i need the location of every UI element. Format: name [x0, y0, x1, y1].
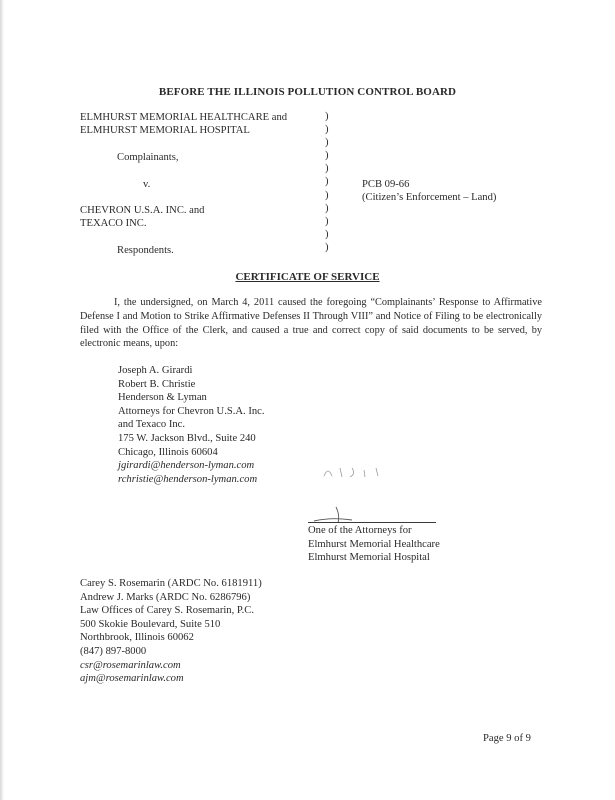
service-line: Joseph A. Girardi [118, 365, 193, 376]
service-line: 175 W. Jackson Blvd., Suite 240 [118, 432, 256, 444]
certificate-body: I, the undersigned, on March 4, 2011 caused the foregoing “Complainants’ Response to Affirmative Defense I and Motion to Strike Affirmative Defenses II Through VIII” and Notice of Filing to be electronically filed with the Office of the Clerk, and caused a true and correct copy of said documents to be served, by electronic means, upon: [80, 297, 542, 350]
service-list [118, 364, 265, 486]
attorney-email: ajm@rosemarinlaw.com [80, 673, 184, 685]
service-line: and Texaco Inc. [118, 419, 186, 431]
attorney-line: Northbrook, Illinois 60062 [80, 632, 194, 644]
handwritten-initials-mark [320, 462, 400, 482]
attorney-email: csr@rosemarinlaw.com [80, 659, 181, 671]
certificate-title: CERTIFICATE OF SERVICE [235, 271, 380, 283]
service-email: jgirardi@henderson-lyman.com [118, 460, 255, 472]
attorney-line: (847) 897-8000 [80, 645, 147, 657]
scan-edge-shadow [0, 0, 4, 800]
versus-label: v. [143, 179, 151, 190]
signature-line-text: One of the Attorneys for [308, 525, 412, 536]
attorney-block [80, 577, 262, 686]
respondent-name-line1: CHEVRON U.S.A. INC. and [80, 205, 205, 216]
page-number: Page 9 of 9 [483, 733, 531, 744]
service-line: Henderson & Lyman [118, 392, 207, 404]
signature-line-text: Elmhurst Memorial Hospital [308, 552, 430, 564]
service-line: Chicago, Illinois 60604 [118, 446, 218, 458]
service-line: Robert B. Christie [118, 378, 196, 390]
case-type: (Citizen’s Enforcement – Land) [362, 192, 497, 203]
respondents-label: Respondents. [117, 245, 174, 256]
attorney-line: Carey S. Rosemarin (ARDC No. 6181911) [80, 578, 262, 589]
signature-line [308, 522, 436, 523]
complainant-name-line1: ELMHURST MEMORIAL HEALTHCARE and [80, 112, 288, 123]
service-line: Attorneys for Chevron U.S.A. Inc. [118, 405, 265, 417]
caption-parentheses: ) ) ) ) ) ) ) ) ) ) ) [325, 111, 329, 253]
complainants-label: Complainants, [117, 152, 179, 163]
service-email: rchristie@henderson-lyman.com [118, 473, 258, 485]
respondent-name-line2: TEXACO INC. [80, 218, 147, 229]
attorney-line: Law Offices of Carey S. Rosemarin, P.C. [80, 605, 254, 617]
board-title: BEFORE THE ILLINOIS POLLUTION CONTROL BOARD [158, 86, 457, 98]
signature-line-text: Elmhurst Memorial Healthcare [308, 538, 440, 550]
case-number: PCB 09-66 [362, 179, 410, 190]
complainant-name-line2: ELMHURST MEMORIAL HOSPITAL [80, 125, 250, 136]
signature-block [308, 524, 440, 565]
attorney-line: 500 Skokie Boulevard, Suite 510 [80, 618, 221, 630]
attorney-line: Andrew J. Marks (ARDC No. 6286796) [80, 591, 251, 603]
